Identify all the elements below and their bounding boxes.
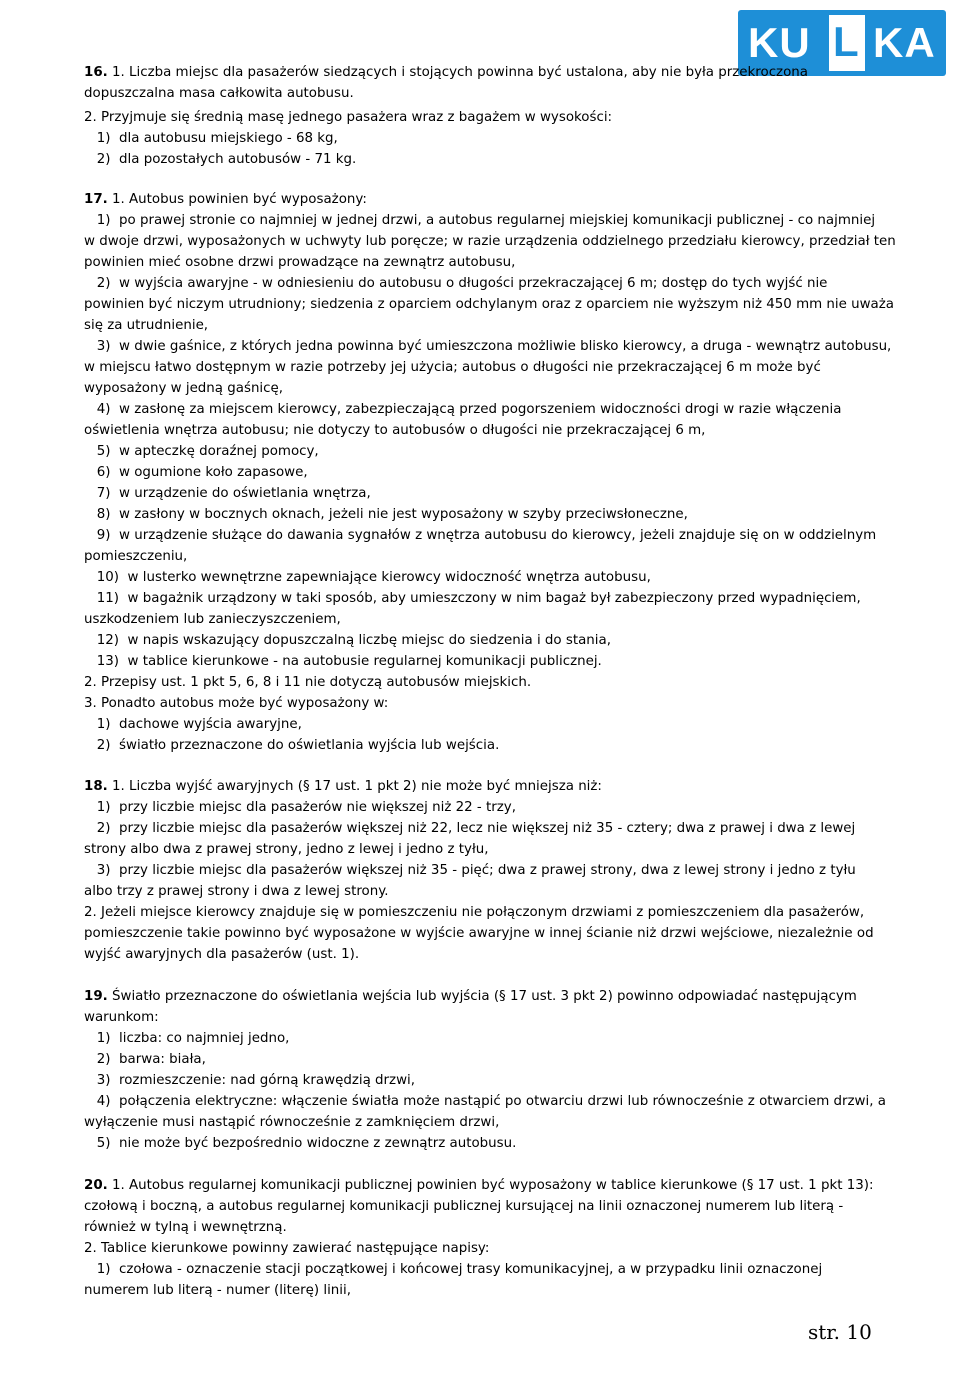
line-text: się za utrudnienie, [84,318,209,333]
text-line [84,631,611,651]
line-text: 2) przy liczbie miejsc dla pasażerów większej niż 22, lecz nie większej niż 35 - cztery; dwa z prawej i dwa z lewej [84,821,856,836]
line-text: powinien mieć osobne drzwi prowadzące na zewnątrz autobusu, [84,255,516,270]
line-text: 2. Tablice kierunkowe powinny zawierać następujące napisy: [84,1241,490,1256]
text-line [84,253,515,273]
line-text: wyposażony w jedną gaśnicę, [84,381,284,396]
text-line [84,150,356,170]
text-line [84,84,354,104]
page-number: str. 10 [808,1320,872,1344]
line-text: 1) po prawej stronie co najmniej w jednej drzwi, a autobus regularnej miejskiej komunikacji publicznej - co najmniej [84,213,876,228]
text-line [84,945,359,965]
section-heading-line [84,1176,874,1196]
text-line [84,442,319,462]
line-text: 8) w zasłony w bocznych oknach, jeżeli nie jest wyposażony w szyby przeciwsłoneczne, [84,507,688,522]
line-text: 1) dachowe wyjścia awaryjne, [84,717,302,732]
section-heading-line [84,777,602,797]
text-line [84,358,821,378]
text-line [84,694,388,714]
line-text: 1. Autobus regularnej komunikacji publicznej powinien być wyposażony w tablice kierunkowe (§ 17 ust. 1 pkt 13): [107,1178,874,1193]
text-line [84,463,308,483]
line-text: wyjść awaryjnych dla pasażerów (ust. 1). [84,947,360,962]
text-line [84,924,874,944]
line-text: 1) dla autobusu miejskiego - 68 kg, [84,131,338,146]
text-line [84,589,861,609]
text-line [84,819,855,839]
line-text: w miejscu łatwo dostępnym w razie potrzeby jej użycia; autobus o długości nie przekraczającej 6 m może być [84,360,821,375]
logo-text-l: L [833,18,859,65]
text-line [84,652,602,672]
text-line [84,610,341,630]
section-heading-line [84,987,857,1007]
line-text: 7) w urządzenie do oświetlania wnętrza, [84,486,371,501]
line-text: 4) połączenia elektryczne: włączenie światła może nastąpić po otwarciu drzwi lub równocześnie z otwarciem drzwi, a [84,1094,886,1109]
text-line [84,1071,415,1091]
section-number: 16. [84,65,108,80]
line-text: 9) w urządzenie służące do dawania sygnałów z wnętrza autobusu do kierowcy, jeżeli znajduje się on w oddzielnym [84,528,877,543]
line-text: 2) dla pozostałych autobusów - 71 kg. [84,152,357,167]
line-text: 5) nie może być bezpośrednio widoczne z zewnątrz autobusu. [84,1136,517,1151]
text-line [84,715,302,735]
line-text: albo trzy z prawej strony i dwa z lewej strony. [84,884,389,899]
text-line [84,421,705,441]
text-line [84,316,208,336]
text-line [84,1218,287,1238]
line-text: 11) w bagażnik urządzony w taki sposób, aby umieszczony w nim bagaż był zabezpieczony przed wypadnięciem, [84,591,861,606]
line-text: czołową i boczną, a autobus regularnej komunikacji publicznej kursującej na linii oznaczonej numerem lub literą - [84,1199,844,1214]
line-text: 6) w ogumione koło zapasowe, [84,465,308,480]
line-text: 5) w apteczkę doraźnej pomocy, [84,444,319,459]
line-text: 1. Liczba miejsc dla pasażerów siedzących i stojących powinna być ustalona, aby nie była przekroczona [107,65,808,80]
text-line [84,1113,499,1133]
text-line [84,736,499,756]
text-line [84,108,612,128]
line-text: w dwoje drzwi, wyposażonych w uchwyty lub poręcze; w razie urządzenia oddzielnego przedziału kierowcy, przedział ten [84,234,896,249]
section-number: 19. [84,989,108,1004]
text-line [84,1197,843,1217]
text-line [84,798,516,818]
text-line [84,295,894,315]
line-text: 1) liczba: co najmniej jedno, [84,1031,290,1046]
line-text: 10) w lusterko wewnętrzne zapewniające kierowcy widoczność wnętrza autobusu, [84,570,651,585]
line-text: 1. Liczba wyjść awaryjnych (§ 17 ust. 1 pkt 2) nie może być mniejsza niż: [107,779,602,794]
logo-text-ka: KA [873,19,936,66]
text-line [84,274,827,294]
text-line [84,1092,886,1112]
section-number: 17. [84,192,108,207]
text-line [84,232,896,252]
line-text: 2) barwa: biała, [84,1052,206,1067]
text-line [84,1029,289,1049]
line-text: 3) rozmieszczenie: nad górną krawędzią drzwi, [84,1073,415,1088]
line-text: również w tylną i wewnętrzną. [84,1220,287,1235]
text-line [84,547,187,567]
text-line [84,1008,159,1028]
text-line [84,1239,489,1259]
text-line [84,400,841,420]
text-line [84,1260,822,1280]
line-text: 2. Jeżeli miejsce kierowcy znajduje się w pomieszczeniu nie połączonym drzwiami z pomieszczeniem dla pasażerów, [84,905,865,920]
line-text: warunkom: [84,1010,159,1025]
line-text: wyłączenie musi nastąpić równocześnie z zamknięciem drzwi, [84,1115,500,1130]
line-text: 1) przy liczbie miejsc dla pasażerów nie większej niż 22 - trzy, [84,800,516,815]
logo-text-ku: KU [748,19,811,66]
text-line [84,903,864,923]
line-text: 2) w wyjścia awaryjne - w odniesieniu do autobusu o długości przekraczającej 6 m; dostęp do tych wyjść nie [84,276,828,291]
line-text: strony albo dwa z prawej strony, jedno z lewej i jedno z tyłu, [84,842,489,857]
line-text: 2) światło przeznaczone do oświetlania wyjścia lub wejścia. [84,738,500,753]
line-text: powinien być niczym utrudniony; siedzenia z oparciem odchylanym oraz z oparciem nie wyższym niż 450 mm nie uważa [84,297,894,312]
line-text: oświetlenia wnętrza autobusu; nie dotyczy to autobusów o długości nie przekraczającej 6 m, [84,423,706,438]
section-heading-line [84,63,808,83]
line-text: 2. Przyjmuje się średnią masę jednego pasażera wraz z bagażem w wysokości: [84,110,613,125]
line-text: 1) czołowa - oznaczenie stacji początkowej i końcowej trasy komunikacyjnej, a w przypadku linii oznaczonej [84,1262,823,1277]
text-line [84,211,875,231]
line-text: 3) przy liczbie miejsc dla pasażerów większej niż 35 - pięć; dwa z prawej strony, dwa z lewej strony i jedno z tyłu [84,863,856,878]
line-text: 1. Autobus powinien być wyposażony: [107,192,367,207]
line-text: pomieszczeniu, [84,549,188,564]
text-line [84,840,489,860]
text-line [84,1281,351,1301]
section-number: 20. [84,1178,108,1193]
line-text: 4) w zasłonę za miejscem kierowcy, zabezpieczającą przed pogorszeniem widoczności drogi w razie włączenia [84,402,842,417]
text-line [84,129,338,149]
text-line [84,1050,206,1070]
text-line [84,568,651,588]
line-text: uszkodzeniem lub zanieczyszczeniem, [84,612,341,627]
line-text: 13) w tablice kierunkowe - na autobusie regularnej komunikacji publicznej. [84,654,602,669]
line-text: 12) w napis wskazujący dopuszczalną liczbę miejsc do siedzenia i do stania, [84,633,611,648]
line-text: 3. Ponadto autobus może być wyposażony w: [84,696,389,711]
line-text: 2. Przepisy ust. 1 pkt 5, 6, 8 i 11 nie dotyczą autobusów miejskich. [84,675,532,690]
text-line [84,526,876,546]
text-line [84,337,891,357]
line-text: dopuszczalna masa całkowita autobusu. [84,86,354,101]
text-line [84,505,688,525]
line-text: 3) w dwie gaśnice, z których jedna powinna być umieszczona możliwie blisko kierowcy, a druga - wewnątrz autobusu, [84,339,892,354]
section-number: 18. [84,779,108,794]
text-line [84,1134,516,1154]
section-heading-line [84,190,367,210]
line-text: pomieszczenie takie powinno być wyposażone w wyjście awaryjne w innej ścianie niż drzwi wejściowe, niezależnie od [84,926,874,941]
text-line [84,861,856,881]
text-line [84,673,531,693]
line-text: Światło przeznaczone do oświetlania wejścia lub wyjścia (§ 17 ust. 3 pkt 2) powinno odpowiadać następującym [107,989,857,1004]
text-line [84,484,371,504]
text-line [84,379,283,399]
line-text: numerem lub literą - numer (literę) linii, [84,1283,351,1298]
text-line [84,882,389,902]
